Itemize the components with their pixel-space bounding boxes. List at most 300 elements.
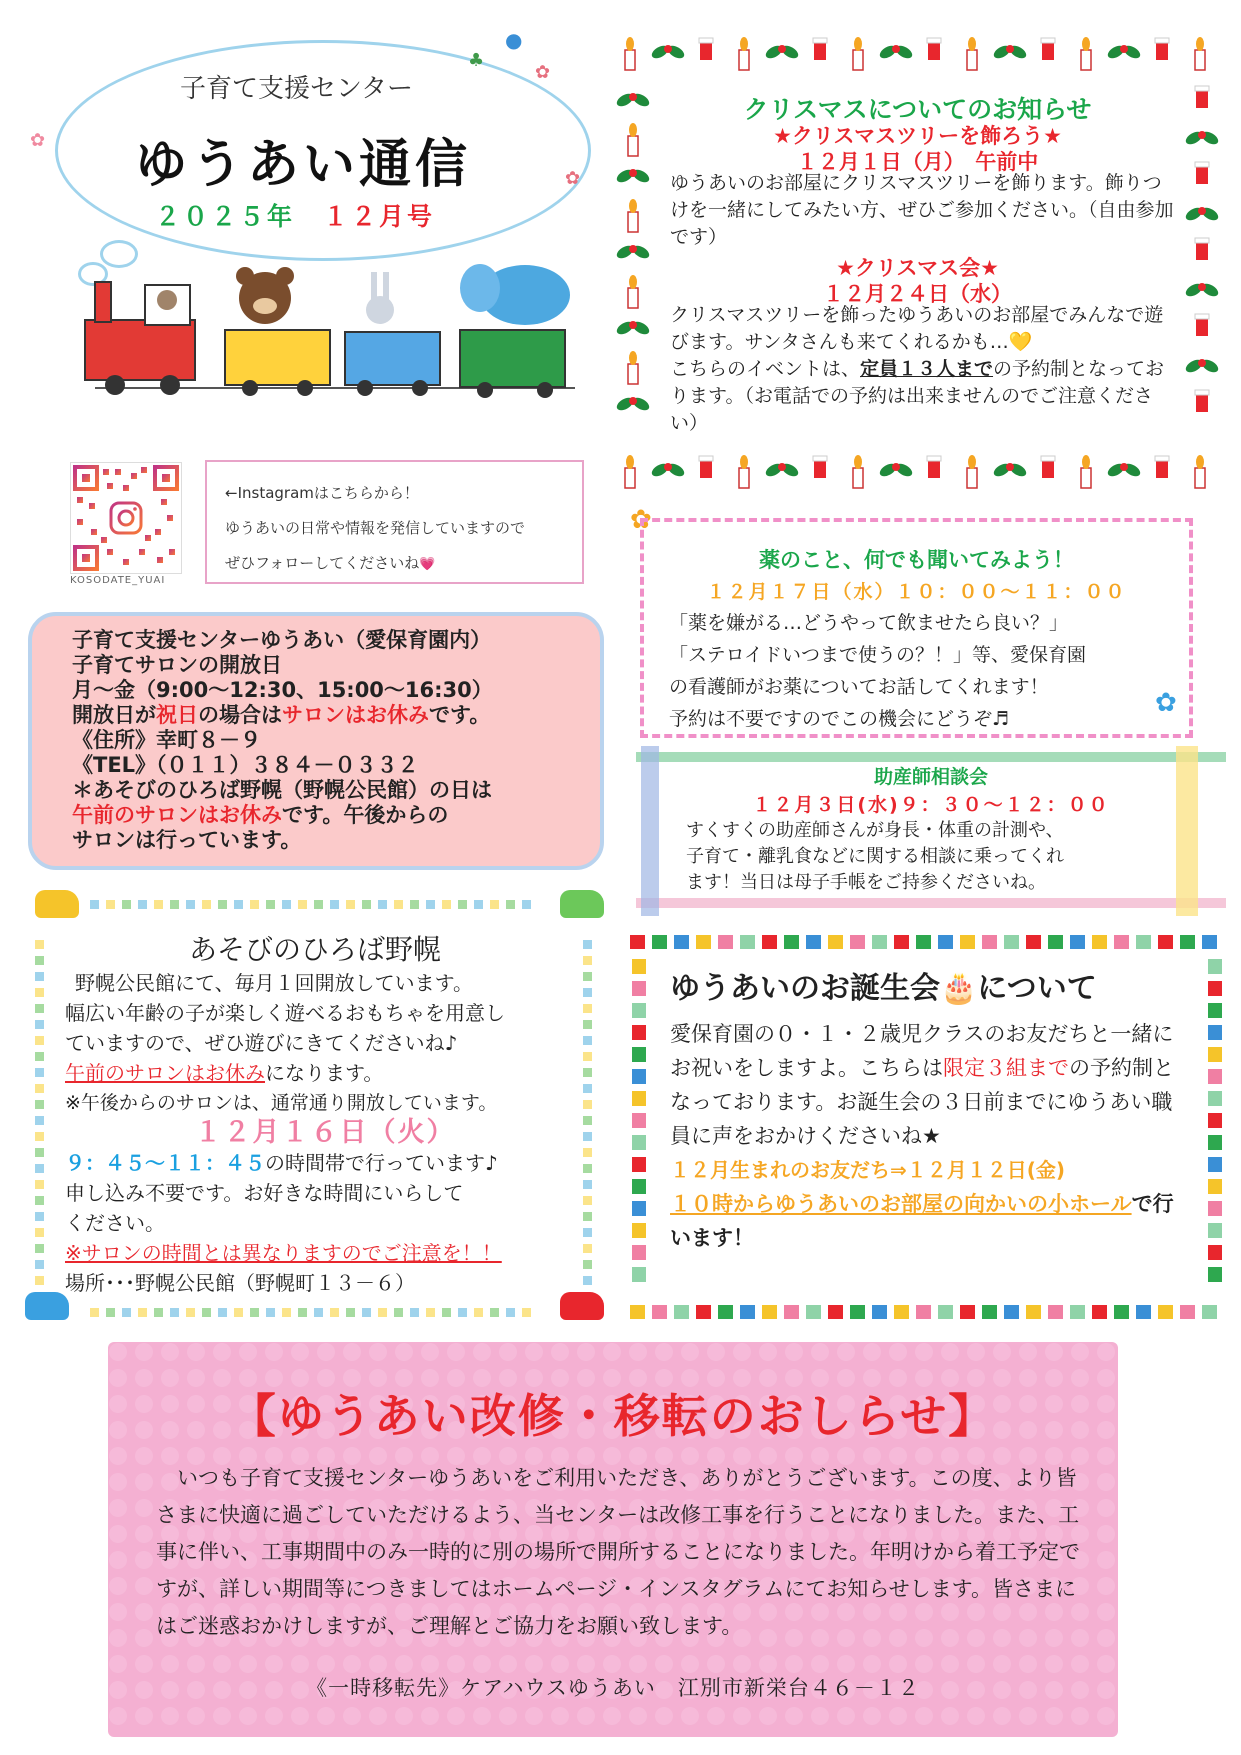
dot-decoration: [35, 1260, 44, 1269]
asobi-line: ※午後からのサロンは、通常通り開放しています。: [65, 1092, 498, 1114]
tape-decoration: [872, 935, 887, 949]
asobi-line: ください。: [65, 1211, 165, 1235]
tape-decoration: [960, 935, 975, 949]
christmas-party-note: [670, 356, 1175, 437]
texture-dot: [915, 1707, 933, 1725]
texture-dot: [707, 1343, 725, 1361]
tape-decoration: [806, 1305, 821, 1319]
birthday-title-text: について: [977, 971, 1097, 1006]
dot-decoration: [90, 900, 99, 909]
tape-decoration: [1208, 959, 1222, 974]
tape-decoration: [762, 935, 777, 949]
dot-decoration: [138, 900, 147, 909]
asobi-title: あそびのひろば野幌: [188, 933, 441, 966]
tape-decoration: [850, 1305, 865, 1319]
texture-dot: [525, 1343, 543, 1361]
dot-decoration: [426, 900, 435, 909]
texture-dot: [1045, 1707, 1063, 1725]
christmas-title: クリスマスについてのお知らせ: [743, 95, 1092, 124]
texture-dot: [291, 1655, 309, 1673]
dot-decoration: [458, 1308, 467, 1317]
texture-dot: [109, 1447, 127, 1465]
renovation-title: 【ゆうあい改修・移転のおしらせ】: [229, 1389, 997, 1443]
candle-icon: [628, 212, 638, 232]
texture-dot: [187, 1343, 205, 1361]
tape-decoration: [1070, 1305, 1085, 1319]
texture-dot: [603, 1343, 621, 1361]
texture-dot: [603, 1707, 621, 1725]
instagram-note-box: [205, 460, 584, 584]
tape-decoration: [632, 1157, 646, 1172]
stocking-cuff-icon: [1195, 238, 1209, 243]
dot-decoration: [35, 1132, 44, 1141]
dot-decoration: [202, 900, 211, 909]
tape-decoration: [1208, 1025, 1222, 1040]
holly-berry-icon: [1198, 207, 1206, 215]
stocking-cuff-icon: [1195, 314, 1209, 319]
medicine-event-box: [640, 518, 1193, 738]
asobi-text-span: の時間帯で行っています♪: [265, 1151, 498, 1175]
candle-icon: [853, 50, 863, 70]
renovation-address: 《一時移転先》ケアハウスゆうあい 江別市新栄台４６－１２: [306, 1676, 920, 1700]
dot-decoration: [490, 900, 499, 909]
texture-dot: [837, 1655, 855, 1673]
texture-dot: [369, 1707, 387, 1725]
dot-decoration: [346, 1308, 355, 1317]
flame-icon: [1196, 455, 1204, 469]
texture-dot: [733, 1655, 751, 1673]
tape-decoration: [632, 981, 646, 996]
stocking-icon: [1196, 318, 1208, 336]
candle-icon: [628, 364, 638, 384]
stocking-icon: [1042, 42, 1054, 60]
dot-decoration: [474, 900, 483, 909]
stocking-icon: [700, 460, 712, 478]
tape-decoration: [632, 1069, 646, 1084]
dot-decoration: [202, 1308, 211, 1317]
tape-decoration: [1114, 1305, 1129, 1319]
salon-text-span: 開放日が: [72, 703, 156, 727]
dot-decoration: [410, 900, 419, 909]
tape-decoration: [632, 1201, 646, 1216]
texture-dot: [863, 1343, 881, 1361]
tape-decoration: [1114, 935, 1129, 949]
flower-icon: ✿: [535, 62, 551, 83]
texture-dot: [551, 1707, 569, 1725]
issue-month: １２月号: [323, 202, 436, 231]
texture-dot: [291, 1707, 309, 1725]
texture-dot: [291, 1343, 309, 1361]
texture-dot: [161, 1655, 179, 1673]
dot-decoration: [362, 1308, 371, 1317]
texture-dot: [135, 1499, 153, 1517]
dot-decoration: [506, 1308, 515, 1317]
heart-icon: 💗: [419, 557, 436, 572]
christmas-party-body: [670, 302, 1175, 437]
texture-dot: [447, 1707, 465, 1725]
car-icon: [560, 890, 604, 918]
instagram-qr-code[interactable]: [70, 462, 182, 574]
birthday-title: [670, 963, 1097, 1007]
dot-decoration: [218, 900, 227, 909]
texture-dot: [837, 1707, 855, 1725]
texture-dot: [109, 1551, 127, 1569]
dot-decoration: [154, 900, 163, 909]
texture-dot: [733, 1707, 751, 1725]
texture-dot: [369, 1655, 387, 1673]
texture-dot: [395, 1707, 413, 1725]
flame-icon: [968, 37, 976, 51]
tape-decoration: [1208, 1047, 1222, 1062]
dot-decoration: [186, 900, 195, 909]
birthday-text: 愛保育園の０・１・２歳児クラスのお友だちと一緒にお祝いをしますよ。こちらは: [670, 1022, 1174, 1080]
texture-dot: [551, 1343, 569, 1361]
dot-decoration: [474, 1308, 483, 1317]
holly-berry-icon: [1006, 45, 1014, 53]
texture-dot: [1097, 1525, 1115, 1543]
christmas-note-text: の予約制となっております。（お電話での予約は出来ませんのでご注意ください）: [670, 358, 1165, 434]
medicine-time: １２月１７日（水）１０：００～１１：００: [706, 581, 1127, 603]
salon-line: 子育て支援センターゆうあい（愛保育園内）: [72, 628, 492, 652]
header-subtitle: 子育て支援センター: [180, 74, 413, 104]
texture-dot: [343, 1655, 361, 1673]
texture-dot: [421, 1707, 439, 1725]
texture-dot: [135, 1655, 153, 1673]
dot-decoration: [35, 1212, 44, 1221]
texture-dot: [863, 1655, 881, 1673]
tape-decoration: [1208, 1113, 1222, 1128]
texture-dot: [135, 1343, 153, 1361]
asobi-line: 幅広い年齢の子が楽しく遊べるおもちゃを用意し: [65, 1001, 505, 1025]
asobi-time: ９：４５～１１：４５: [65, 1151, 265, 1175]
salon-closed: サロンはお休み: [282, 703, 429, 727]
flame-icon: [626, 455, 634, 469]
newsletter-title: ゆうあい通信: [135, 135, 472, 195]
tape-decoration: [630, 1305, 645, 1319]
texture-dot: [1097, 1577, 1115, 1595]
dot-decoration: [378, 900, 387, 909]
flower-icon: ✿: [30, 130, 46, 151]
holly-berry-icon: [892, 463, 900, 471]
texture-dot: [941, 1707, 959, 1725]
dot-decoration: [362, 900, 371, 909]
salon-phone[interactable]: 《TEL》（０１１）３８４－０３３２: [72, 753, 419, 777]
asobi-morning-closed: 午前のサロンはお休み: [65, 1061, 265, 1085]
tape-decoration: [1208, 1003, 1222, 1018]
dot-decoration: [378, 1308, 387, 1317]
dot-decoration: [330, 1308, 339, 1317]
dot-decoration: [314, 1308, 323, 1317]
texture-dot: [317, 1707, 335, 1725]
texture-dot: [681, 1343, 699, 1361]
bird-icon: ●: [505, 28, 523, 52]
tape-decoration: [1026, 935, 1041, 949]
texture-dot: [603, 1655, 621, 1673]
candle-icon: [853, 468, 863, 488]
texture-dot: [135, 1603, 153, 1621]
texture-dot: [343, 1343, 361, 1361]
asobi-date: １２月１６日（火）: [194, 1117, 456, 1148]
candle-icon: [1081, 468, 1091, 488]
tape-decoration: [636, 752, 1226, 762]
texture-dot: [993, 1343, 1011, 1361]
dot-decoration: [266, 1308, 275, 1317]
dot-decoration: [218, 1308, 227, 1317]
tape-decoration: [1208, 1179, 1222, 1194]
texture-dot: [421, 1655, 439, 1673]
tape-decoration: [938, 1305, 953, 1319]
texture-dot: [1097, 1343, 1115, 1361]
medicine-body: [669, 607, 1086, 735]
texture-dot: [1097, 1499, 1115, 1517]
tape-decoration: [1158, 935, 1173, 949]
tape-decoration: [762, 1305, 777, 1319]
stocking-cuff-icon: [699, 38, 713, 43]
texture-dot: [1097, 1655, 1115, 1673]
tape-decoration: [1208, 1201, 1222, 1216]
texture-dot: [889, 1343, 907, 1361]
stocking-cuff-icon: [1041, 38, 1055, 43]
birthday-body: [670, 1017, 1190, 1255]
dot-decoration: [346, 900, 355, 909]
dot-decoration: [35, 1116, 44, 1125]
dot-decoration: [35, 1020, 44, 1029]
texture-dot: [889, 1707, 907, 1725]
tape-decoration: [632, 1003, 646, 1018]
flame-icon: [626, 37, 634, 51]
texture-dot: [161, 1343, 179, 1361]
tape-decoration: [1180, 935, 1195, 949]
medicine-line: の看護師がお薬についてお話してくれます！: [669, 676, 1049, 698]
flame-icon: [968, 455, 976, 469]
tape-decoration: [652, 1305, 667, 1319]
asobi-body: [65, 968, 585, 1298]
midwife-title: 助産師相談会: [873, 766, 988, 788]
texture-dot: [915, 1343, 933, 1361]
texture-dot: [265, 1343, 283, 1361]
tape-decoration: [1158, 1305, 1173, 1319]
texture-dot: [1097, 1707, 1115, 1725]
texture-dot: [577, 1707, 595, 1725]
stocking-icon: [700, 42, 712, 60]
texture-dot: [135, 1577, 153, 1595]
texture-dot: [759, 1343, 777, 1361]
texture-dot: [681, 1655, 699, 1673]
stocking-icon: [1196, 394, 1208, 412]
tape-decoration: [828, 935, 843, 949]
asobi-line: 野幌公民館にて、毎月１回開放しています。: [75, 971, 473, 995]
flame-icon: [1196, 37, 1204, 51]
texture-dot: [499, 1707, 517, 1725]
texture-dot: [239, 1707, 257, 1725]
birthday-date: １２月生まれのお友だち⇒１２月１２日(金): [670, 1158, 1066, 1182]
dot-decoration: [394, 1308, 403, 1317]
dot-decoration: [35, 1068, 44, 1077]
texture-dot: [811, 1707, 829, 1725]
midwife-body: [686, 818, 1064, 896]
flower-icon: ✿: [565, 168, 581, 189]
texture-dot: [655, 1655, 673, 1673]
tape-decoration: [916, 1305, 931, 1319]
texture-dot: [239, 1655, 257, 1673]
holly-berry-icon: [664, 45, 672, 53]
texture-dot: [473, 1655, 491, 1673]
medicine-line: 「ステロイドいつまで使うの？！」等、愛保育園: [669, 644, 1087, 666]
candle-icon: [967, 468, 977, 488]
tape-decoration: [1180, 1305, 1195, 1319]
tape-decoration: [1202, 1305, 1217, 1319]
texture-dot: [421, 1343, 439, 1361]
tape-decoration: [1208, 1267, 1222, 1282]
birthday-venue-highlight: １０時からゆうあいのお部屋の向かいの小ホール: [670, 1192, 1132, 1216]
tape-decoration: [938, 935, 953, 949]
flame-icon: [629, 351, 637, 365]
renovation-notice: [108, 1342, 1118, 1737]
tape-decoration: [850, 935, 865, 949]
flame-icon: [740, 37, 748, 51]
texture-dot: [707, 1655, 725, 1673]
dot-decoration: [234, 1308, 243, 1317]
christmas-tree-event-body: ゆうあいのお部屋にクリスマスツリーを飾ります。飾りつけを一緒にしてみたい方、ぜひご参加ください。（自由参加です）: [670, 172, 1174, 248]
tape-decoration: [740, 1305, 755, 1319]
birthday-text: の予約制となっております。お誕生会の３日前までにゆうあい職員に声をおかけくださいね★: [670, 1056, 1174, 1148]
asobi-text-span: になります。: [265, 1061, 384, 1085]
tape-decoration: [1208, 1245, 1222, 1260]
issue-date: [155, 197, 435, 233]
tape-decoration: [960, 1305, 975, 1319]
holly-berry-icon: [1198, 359, 1206, 367]
christmas-capacity: 定員１３人まで: [860, 358, 994, 380]
texture-dot: [837, 1343, 855, 1361]
train-illustration: [75, 260, 595, 400]
holly-berry-icon: [664, 463, 672, 471]
texture-dot: [343, 1707, 361, 1725]
stocking-cuff-icon: [927, 38, 941, 43]
texture-dot: [629, 1655, 647, 1673]
dot-decoration: [35, 1084, 44, 1093]
dot-decoration: [35, 1180, 44, 1189]
tape-decoration: [784, 935, 799, 949]
texture-dot: [915, 1655, 933, 1673]
texture-dot: [1071, 1343, 1089, 1361]
tape-decoration: [632, 1091, 646, 1106]
candle-icon: [1195, 50, 1205, 70]
dot-decoration: [250, 1308, 259, 1317]
texture-dot: [1019, 1343, 1037, 1361]
dot-decoration: [250, 900, 259, 909]
candle-icon: [739, 50, 749, 70]
stocking-icon: [1156, 460, 1168, 478]
texture-dot: [1071, 1655, 1089, 1673]
tape-decoration: [696, 935, 711, 949]
texture-dot: [1097, 1629, 1115, 1647]
tape-decoration: [632, 1113, 646, 1128]
midwife-consultation-box: [636, 746, 1226, 916]
stocking-icon: [928, 42, 940, 60]
texture-dot: [135, 1707, 153, 1725]
asobi-time-line: [65, 1148, 585, 1178]
flame-icon: [1082, 37, 1090, 51]
christmas-tree-event-date: １２月１日（月） 午前中: [796, 150, 1039, 174]
texture-dot: [941, 1655, 959, 1673]
candle-icon: [967, 50, 977, 70]
dot-decoration: [122, 900, 131, 909]
texture-dot: [577, 1655, 595, 1673]
stocking-cuff-icon: [927, 456, 941, 461]
medicine-line: 予約は不要ですのでこの機会にどうぞ♬: [669, 708, 1010, 730]
birthday-party-box: [630, 935, 1225, 1325]
midwife-line: ます！当日は母子手帳をご持参くださいね。: [686, 872, 1046, 893]
dot-decoration: [35, 1276, 44, 1285]
stocking-cuff-icon: [1041, 456, 1055, 461]
holly-berry-icon: [1006, 463, 1014, 471]
texture-dot: [863, 1707, 881, 1725]
tape-decoration: [1092, 1305, 1107, 1319]
dot-decoration: [35, 1196, 44, 1205]
stocking-cuff-icon: [813, 38, 827, 43]
stocking-cuff-icon: [1155, 456, 1169, 461]
texture-dot: [655, 1707, 673, 1725]
texture-dot: [109, 1499, 127, 1517]
dot-decoration: [522, 900, 531, 909]
asobi-line: 申し込み不要です。お好きな時間にいらして: [65, 1181, 464, 1205]
texture-dot: [1097, 1447, 1115, 1465]
dot-decoration: [282, 1308, 291, 1317]
dot-decoration: [35, 972, 44, 981]
texture-dot: [109, 1343, 127, 1361]
midwife-time: １２月３日(水)９：３０～１２：００: [752, 794, 1110, 816]
texture-dot: [707, 1707, 725, 1725]
salon-address: 《住所》幸町８－９: [72, 728, 261, 752]
tape-decoration: [632, 1245, 646, 1260]
texture-dot: [655, 1343, 673, 1361]
medicine-title: 薬のこと、何でも聞いてみよう！: [759, 548, 1074, 572]
texture-dot: [161, 1707, 179, 1725]
tape-decoration: [632, 1179, 646, 1194]
tape-decoration: [632, 1267, 646, 1282]
texture-dot: [499, 1655, 517, 1673]
flower-icon: ✿: [1155, 688, 1177, 718]
birthday-paragraph: [670, 1017, 1190, 1153]
texture-dot: [109, 1525, 127, 1543]
candle-icon: [625, 50, 635, 70]
tape-decoration: [652, 935, 667, 949]
texture-dot: [759, 1655, 777, 1673]
texture-dot: [135, 1473, 153, 1491]
holly-berry-icon: [1120, 463, 1128, 471]
dot-decoration: [298, 1308, 307, 1317]
texture-dot: [499, 1343, 517, 1361]
dot-decoration: [394, 900, 403, 909]
salon-line: サロンは行っています。: [72, 828, 302, 852]
renovation-body: いつも子育て支援センターゆうあいをご利用いただき、ありがとうございます。この度、より皆さまに快適に過ごしていただけるよう、当センターは改修工事を行うことになりました。また、工事に伴い、工事期間中のみ一時的に別の場所で開所することになりました。年明けから着工予定ですが、詳しい期間等につきましてはホームページ・インスタグラムにてお知らせします。皆さまにはご迷惑おかけしますが、ご理解とご協力をお願い致します。: [156, 1466, 1080, 1638]
dot-decoration: [298, 900, 307, 909]
dot-decoration: [122, 1308, 131, 1317]
texture-dot: [785, 1707, 803, 1725]
asobi-no-hiroba-box: [35, 900, 595, 1320]
dot-decoration: [282, 900, 291, 909]
texture-dot: [239, 1343, 257, 1361]
stocking-cuff-icon: [1155, 38, 1169, 43]
tape-decoration: [1048, 935, 1063, 949]
dot-decoration: [154, 1308, 163, 1317]
tape-decoration: [1004, 935, 1019, 949]
texture-dot: [135, 1525, 153, 1543]
texture-dot: [629, 1707, 647, 1725]
texture-dot: [395, 1655, 413, 1673]
stocking-cuff-icon: [1195, 390, 1209, 395]
salon-morning-closed: 午前のサロンはお休み: [72, 803, 282, 827]
